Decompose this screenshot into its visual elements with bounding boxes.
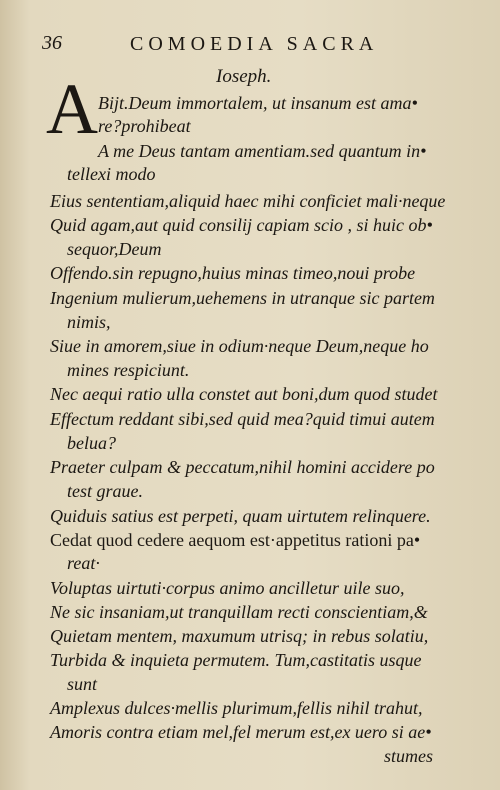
running-title: COMOEDIA SACRA <box>130 33 379 55</box>
verse-line: tellexi modo <box>67 164 156 184</box>
verse-line: Turbida & inquieta permutem. Tum,castitatis usque <box>50 650 422 670</box>
verse-line: Amplexus dulces·mellis plurimum,fellis nihil trahut, <box>50 698 423 718</box>
verse-line: nimis, <box>67 312 111 332</box>
verse-line: mines respiciunt. <box>67 360 190 380</box>
verse-line: reat· <box>67 553 100 573</box>
verse-line: re?prohibeat <box>98 116 191 136</box>
verse-line: Praeter culpam & peccatum,nihil homini accidere po <box>50 457 435 477</box>
verse-line: Nec aequi ratio ulla constet aut boni,dum quod studet <box>50 384 438 404</box>
verse-line: Ingenium mulierum,uehemens in utranque sic partem <box>50 288 435 308</box>
speaker-name: Ioseph. <box>216 66 272 87</box>
drop-capital: A <box>46 69 98 149</box>
verse-line: Quietam mentem, maxumum utrisq; in rebus solatiu, <box>50 626 429 646</box>
verse-line: Cedat quod cedere aequom est·appetitus rationi pa• <box>50 530 421 550</box>
verse-line: Ne sic insaniam,ut tranquillam recti conscientiam,& <box>50 602 428 622</box>
verse-line: sequor,Deum <box>67 239 162 259</box>
verse-line: Siue in amorem,siue in odium·neque Deum,neque ho <box>50 336 429 356</box>
verse-line: sunt <box>67 674 98 694</box>
verse-line: Effectum reddant sibi,sed quid mea?quid timui autem <box>50 409 435 429</box>
verse-line: stumes <box>384 746 433 766</box>
verse-line: Quid agam,aut quid consilij capiam scio , si huic ob• <box>50 215 433 235</box>
verse-line: Bijt.Deum immortalem, ut insanum est ama• <box>98 93 418 113</box>
verse-line: Amoris contra etiam mel,fel merum est,ex uero si ae• <box>50 722 432 742</box>
running-head <box>42 30 462 58</box>
verse-line: A me Deus tantam amentiam.sed quantum in• <box>98 141 427 161</box>
verse-line: Eius sententiam,aliquid haec mihi conficiet mali·neque <box>50 191 446 211</box>
verse-line: Voluptas uirtuti·corpus animo ancilletur uile suo, <box>50 578 405 598</box>
verse-line: belua? <box>67 433 116 453</box>
verse-line: Quiduis satius est perpeti, quam uirtutem relinquere. <box>50 506 431 526</box>
verse-line: test graue. <box>67 481 143 501</box>
verse-line: Offendo.sin repugno,huius minas timeo,noui probe <box>50 263 416 283</box>
page-number: 36 <box>42 32 62 54</box>
